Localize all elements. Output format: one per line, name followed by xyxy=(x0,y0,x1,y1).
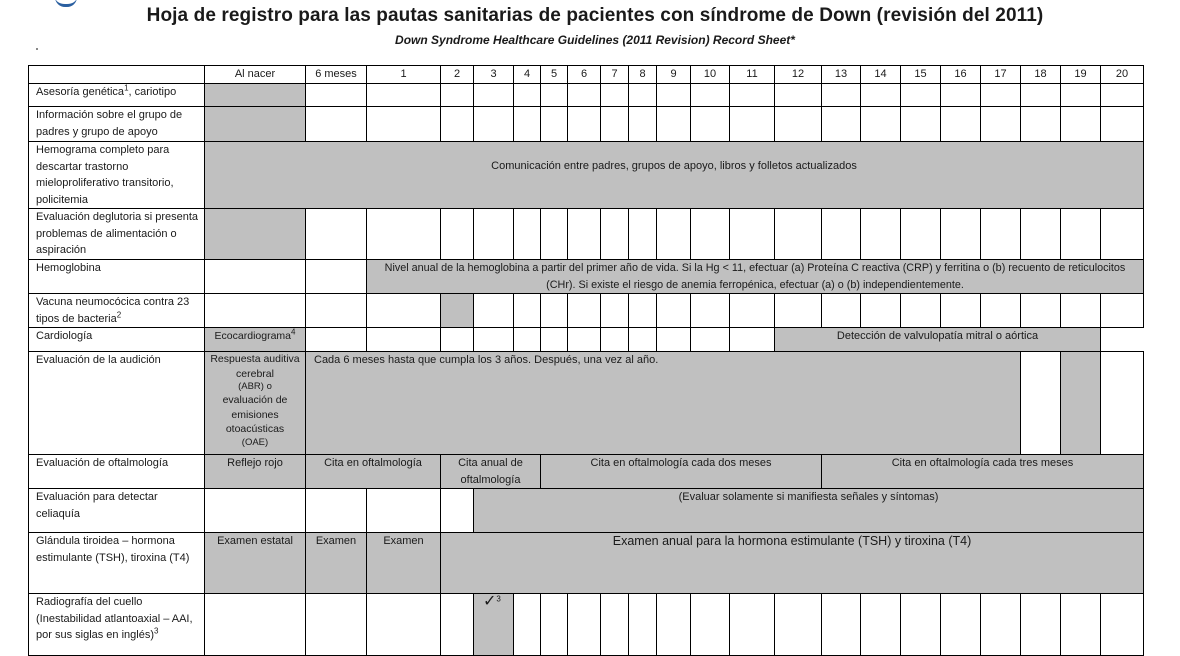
cell[interactable] xyxy=(1021,107,1061,142)
cell[interactable] xyxy=(568,84,601,107)
cell[interactable] xyxy=(657,84,691,107)
col-header: 7 xyxy=(601,66,629,84)
cell[interactable] xyxy=(629,294,657,328)
cell[interactable] xyxy=(205,489,306,533)
table-row xyxy=(29,455,1144,489)
cell[interactable] xyxy=(441,107,474,142)
table-row xyxy=(29,594,1144,656)
cell[interactable] xyxy=(306,594,367,656)
col-header: 1 xyxy=(367,66,441,84)
cell[interactable] xyxy=(541,84,568,107)
cell[interactable] xyxy=(601,328,629,352)
cell[interactable] xyxy=(1021,209,1061,260)
shaded-cell xyxy=(205,84,306,107)
cell[interactable] xyxy=(941,107,981,142)
col-header: 15 xyxy=(901,66,941,84)
cell[interactable] xyxy=(691,294,730,328)
cell[interactable] xyxy=(691,107,730,142)
cell[interactable] xyxy=(514,84,541,107)
cell[interactable] xyxy=(730,594,775,656)
cell[interactable] xyxy=(691,84,730,107)
cell[interactable] xyxy=(691,594,730,656)
shaded-cell xyxy=(1061,352,1101,455)
band-cell: Cita en oftalmología xyxy=(306,455,441,489)
birth-cell: Reflejo rojo xyxy=(205,455,306,489)
cell[interactable] xyxy=(306,328,367,352)
cell[interactable] xyxy=(367,489,441,533)
row-label: Información sobre el grupo de padres y grupo de apoyo xyxy=(29,107,205,142)
col-header: 13 xyxy=(822,66,861,84)
row-label: Vacuna neumocócica contra 23 tipos de bacteria$^2$ xyxy=(29,294,205,328)
cell[interactable] xyxy=(1061,209,1101,260)
cell[interactable] xyxy=(306,209,367,260)
table-row xyxy=(29,260,1144,294)
cell[interactable] xyxy=(514,294,541,328)
row-label: Hemoglobina xyxy=(29,260,205,294)
table-row xyxy=(29,84,1144,107)
cell[interactable] xyxy=(367,84,441,107)
cell[interactable] xyxy=(441,328,474,352)
cell[interactable] xyxy=(367,594,441,656)
cell[interactable] xyxy=(306,107,367,142)
cell[interactable] xyxy=(941,209,981,260)
row-label: Evaluación para detectar celiaquía xyxy=(29,489,205,533)
col-header: 20 xyxy=(1101,66,1144,84)
table-row xyxy=(29,352,1144,455)
cell[interactable] xyxy=(657,328,691,352)
col-header: 19 xyxy=(1061,66,1101,84)
row-label: Asesoría genética$^1$, cariotipo xyxy=(29,84,205,107)
table-row xyxy=(29,107,1144,142)
cell[interactable] xyxy=(901,209,941,260)
table-row xyxy=(29,489,1144,533)
cell[interactable] xyxy=(541,294,568,328)
cell[interactable] xyxy=(1061,107,1101,142)
col-header: 12 xyxy=(775,66,822,84)
cell[interactable] xyxy=(541,107,568,142)
cell[interactable] xyxy=(474,294,514,328)
cell[interactable] xyxy=(568,209,601,260)
cell[interactable] xyxy=(981,594,1021,656)
check-cell: ✓$^3$ xyxy=(474,594,514,656)
cell-6m: Examen xyxy=(306,533,367,594)
cell[interactable] xyxy=(367,209,441,260)
col-header: 6 meses xyxy=(306,66,367,84)
cell[interactable] xyxy=(730,209,775,260)
cell[interactable] xyxy=(775,107,822,142)
cell[interactable] xyxy=(514,594,541,656)
cell[interactable] xyxy=(691,209,730,260)
band-cell: Cita en oftalmología cada dos meses xyxy=(541,455,822,489)
cell[interactable] xyxy=(367,107,441,142)
col-header: 18 xyxy=(1021,66,1061,84)
row-label: Evaluación de oftalmología xyxy=(29,455,205,489)
page-title: Hoja de registro para las pautas sanitarias de pacientes con síndrome de Down (revisión del 2011) xyxy=(146,5,1044,26)
cell[interactable] xyxy=(629,594,657,656)
cell[interactable] xyxy=(306,294,367,328)
cell[interactable] xyxy=(901,107,941,142)
cell-1y: Examen xyxy=(367,533,441,594)
cell[interactable] xyxy=(474,328,514,352)
col-header: 16 xyxy=(941,66,981,84)
cell[interactable] xyxy=(568,594,601,656)
row-label: Hemograma completo para descartar trastorno mieloproliferativo transitorio, policitemia xyxy=(29,142,205,209)
row-label: Cardiología xyxy=(29,328,205,352)
cell[interactable] xyxy=(691,328,730,352)
birth-cell: Respuesta auditiva cerebral (ABR) o evaluación de emisiones otoacústicas (OAE) xyxy=(205,352,306,455)
cell[interactable] xyxy=(901,294,941,328)
cell[interactable] xyxy=(861,84,901,107)
cell[interactable] xyxy=(306,84,367,107)
band-cell: Examen anual para la hormona estimulante (TSH) y tiroxina (T4) xyxy=(441,533,1144,594)
cell[interactable] xyxy=(474,84,514,107)
row-label: Evaluación deglutoria si presenta problemas de alimentación o aspiración xyxy=(29,209,205,260)
cell[interactable] xyxy=(1021,352,1061,455)
table-row xyxy=(29,328,1144,352)
cell[interactable] xyxy=(306,260,367,294)
cell[interactable] xyxy=(657,209,691,260)
cell[interactable] xyxy=(901,84,941,107)
cell[interactable] xyxy=(1021,594,1061,656)
cell[interactable] xyxy=(861,594,901,656)
cell[interactable] xyxy=(730,84,775,107)
cell[interactable] xyxy=(441,594,474,656)
cell[interactable] xyxy=(205,294,306,328)
band-cell: (Evaluar solamente si manifiesta señales y síntomas) xyxy=(474,489,1144,533)
cell[interactable] xyxy=(941,594,981,656)
col-header: 6 xyxy=(568,66,601,84)
band-cell: Nivel anual de la hemoglobina a partir del primer año de vida. Si la Hg < 11, efectuar (a) Proteína C reactiva (CRP) y ferritina o (b) recuento de reticulocitos (CHr). Si existe el riesgo de anemia ferropénica, efectuar (a) o (b) independientemente. xyxy=(367,260,1144,294)
header-row xyxy=(29,66,1144,84)
cell[interactable] xyxy=(441,489,474,533)
col-header: 9 xyxy=(657,66,691,84)
cell[interactable] xyxy=(822,209,861,260)
cell[interactable] xyxy=(441,84,474,107)
cell[interactable] xyxy=(1101,352,1144,455)
cell[interactable] xyxy=(775,209,822,260)
table-row xyxy=(29,142,1144,209)
band-cell: Comunicación entre padres, grupos de apoyo, libros y folletos actualizados xyxy=(205,142,1144,209)
cell[interactable] xyxy=(367,328,441,352)
cell[interactable] xyxy=(657,294,691,328)
cell[interactable] xyxy=(601,209,629,260)
cell[interactable] xyxy=(541,209,568,260)
cell[interactable] xyxy=(901,594,941,656)
cell[interactable] xyxy=(1061,84,1101,107)
cell[interactable] xyxy=(775,294,822,328)
cell[interactable] xyxy=(568,294,601,328)
cell[interactable] xyxy=(1061,294,1101,328)
record-table xyxy=(28,65,1144,656)
shaded-cell xyxy=(441,294,474,328)
birth-cell: Examen estatal xyxy=(205,533,306,594)
col-header: 4 xyxy=(514,66,541,84)
cell[interactable] xyxy=(822,294,861,328)
stray-mark xyxy=(36,48,38,50)
row-label: Evaluación de la audición xyxy=(29,352,205,455)
cell[interactable] xyxy=(205,594,306,656)
cell[interactable] xyxy=(981,209,1021,260)
col-header: 17 xyxy=(981,66,1021,84)
cell[interactable] xyxy=(657,107,691,142)
cell[interactable] xyxy=(514,328,541,352)
cell[interactable] xyxy=(775,594,822,656)
cell[interactable] xyxy=(1101,107,1144,142)
page-subtitle: Down Syndrome Healthcare Guidelines (2011 Revision) Record Sheet* xyxy=(395,33,795,47)
cell[interactable] xyxy=(941,84,981,107)
cell[interactable] xyxy=(657,594,691,656)
cell[interactable] xyxy=(367,294,441,328)
cell[interactable] xyxy=(629,209,657,260)
col-header: 2 xyxy=(441,66,474,84)
cell[interactable] xyxy=(861,209,901,260)
cell[interactable] xyxy=(1061,594,1101,656)
shaded-cell xyxy=(205,107,306,142)
cell[interactable] xyxy=(1101,294,1144,328)
shaded-cell xyxy=(205,209,306,260)
col-header: Al nacer xyxy=(205,66,306,84)
cell[interactable] xyxy=(629,107,657,142)
cell[interactable] xyxy=(981,294,1021,328)
col-header: 3 xyxy=(474,66,514,84)
cell[interactable] xyxy=(541,328,568,352)
row-label: Glándula tiroidea – hormona estimulante (TSH), tiroxina (T4) xyxy=(29,533,205,594)
cell[interactable] xyxy=(629,328,657,352)
cell[interactable] xyxy=(306,489,367,533)
cell[interactable] xyxy=(861,107,901,142)
cell[interactable] xyxy=(730,107,775,142)
cell[interactable] xyxy=(474,107,514,142)
cell[interactable] xyxy=(541,594,568,656)
cell[interactable] xyxy=(981,107,1021,142)
birth-cell: Ecocardiograma$^4$ xyxy=(205,328,306,352)
cell[interactable] xyxy=(601,594,629,656)
cell[interactable] xyxy=(568,107,601,142)
band-cell: Detección de valvulopatía mitral o aórtica xyxy=(775,328,1101,352)
cell[interactable] xyxy=(1101,209,1144,260)
band-cell: Cada 6 meses hasta que cumpla los 3 años. Después, una vez al año. xyxy=(306,352,1021,455)
cell[interactable] xyxy=(568,328,601,352)
cell[interactable] xyxy=(1101,594,1144,656)
cell[interactable] xyxy=(941,294,981,328)
cell[interactable] xyxy=(1021,84,1061,107)
cell[interactable] xyxy=(474,209,514,260)
cell[interactable] xyxy=(822,594,861,656)
table-row xyxy=(29,533,1144,594)
col-header: 10 xyxy=(691,66,730,84)
col-header: 11 xyxy=(730,66,775,84)
cell[interactable] xyxy=(730,294,775,328)
cell[interactable] xyxy=(601,294,629,328)
row-label: Radiografía del cuello (Inestabilidad atlantoaxial – AAI, por sus siglas en inglés)$^3$ xyxy=(29,594,205,656)
cell[interactable] xyxy=(981,84,1021,107)
col-header: 5 xyxy=(541,66,568,84)
cell[interactable] xyxy=(730,328,775,352)
cell[interactable] xyxy=(822,84,861,107)
table-row xyxy=(29,209,1144,260)
cell[interactable] xyxy=(822,107,861,142)
cell[interactable] xyxy=(601,84,629,107)
cell[interactable] xyxy=(1101,84,1144,107)
cell[interactable] xyxy=(601,107,629,142)
cell[interactable] xyxy=(861,294,901,328)
cell[interactable] xyxy=(629,84,657,107)
cell[interactable] xyxy=(1021,294,1061,328)
header-corner xyxy=(29,66,205,84)
table-row xyxy=(29,294,1144,328)
band-cell: Cita en oftalmología cada tres meses xyxy=(822,455,1144,489)
col-header: 8 xyxy=(629,66,657,84)
checkmark-icon: ✓ xyxy=(483,593,497,610)
cell[interactable] xyxy=(441,209,474,260)
cell[interactable] xyxy=(514,209,541,260)
cell[interactable] xyxy=(205,260,306,294)
band-cell: Cita anual de oftalmología xyxy=(441,455,541,489)
cell[interactable] xyxy=(775,84,822,107)
col-header: 14 xyxy=(861,66,901,84)
cell[interactable] xyxy=(514,107,541,142)
